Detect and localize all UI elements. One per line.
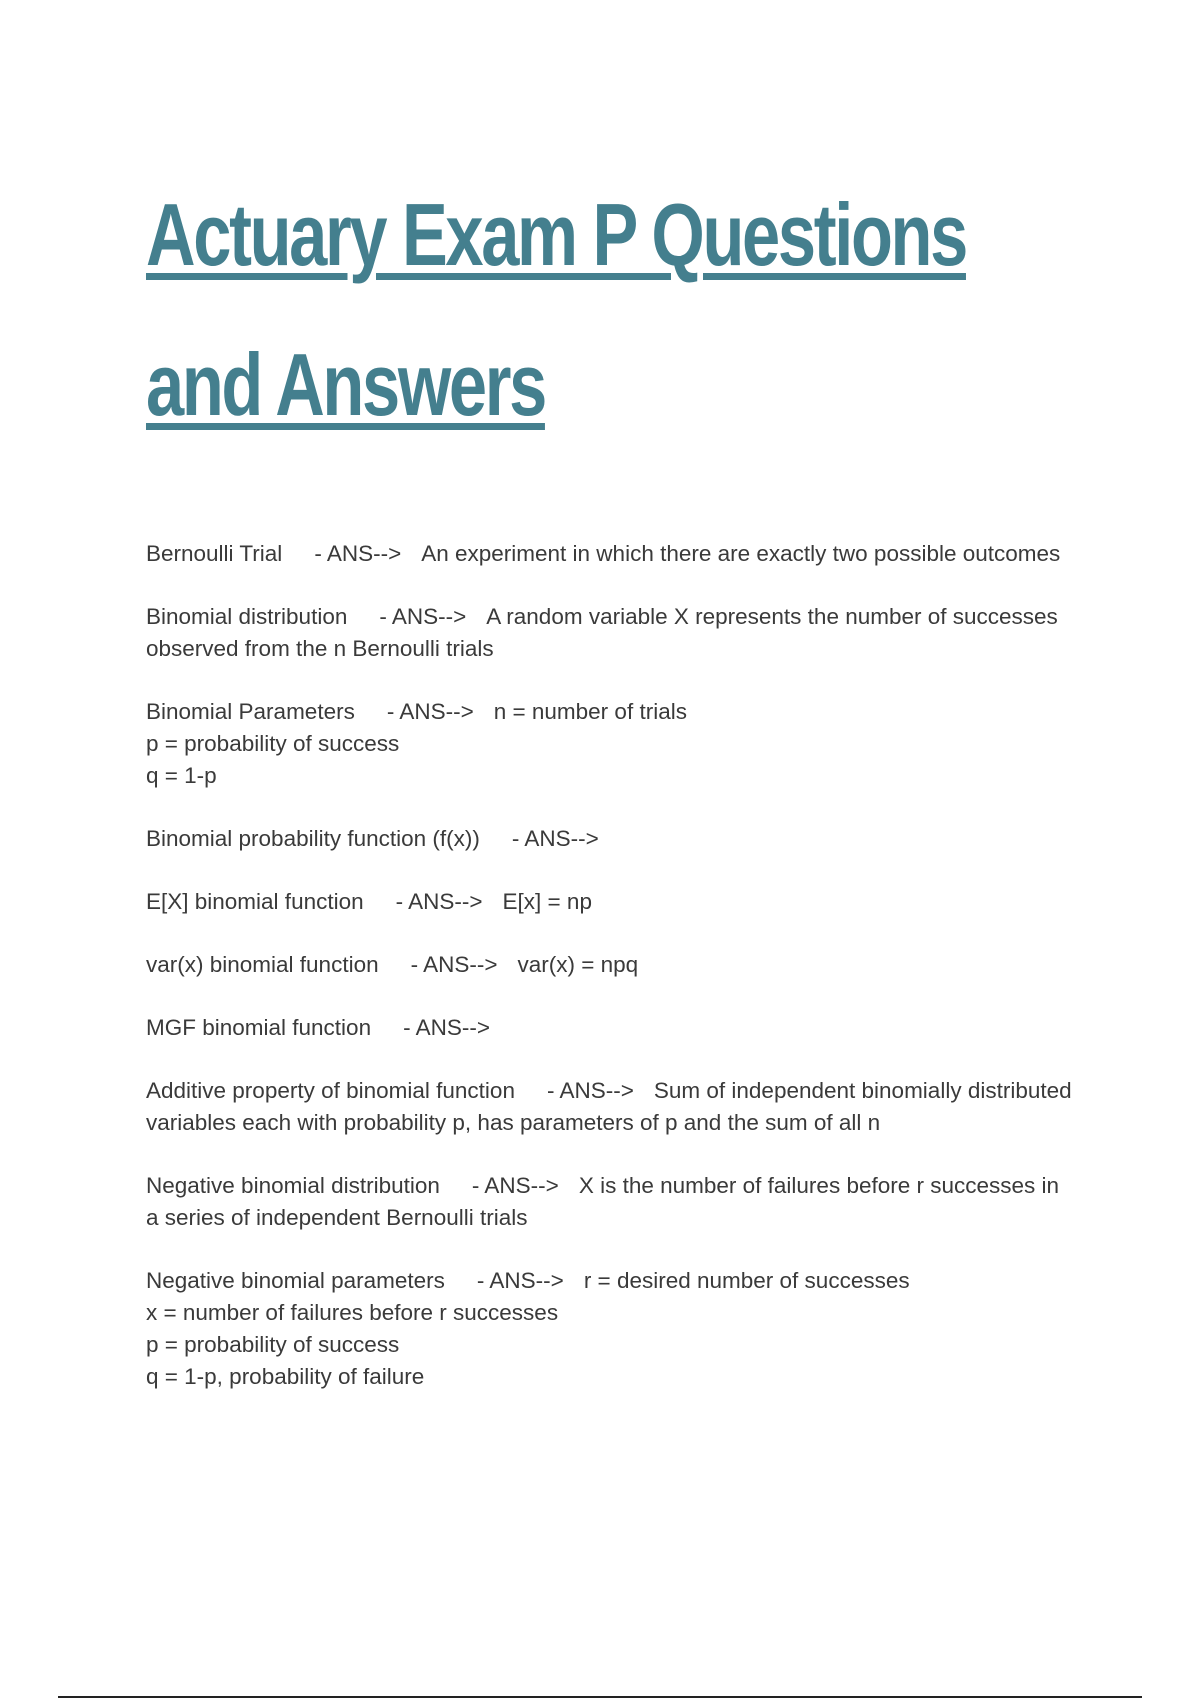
qa-separator: - ANS--> [395, 889, 483, 914]
qa-item [146, 1170, 1076, 1234]
qa-item [146, 1075, 1076, 1139]
qa-question: Additive property of binomial function [146, 1078, 515, 1103]
qa-list [146, 538, 1076, 1424]
qa-answer: n = number of trials p = probability of success q = 1-p [146, 699, 687, 788]
qa-question: Binomial Parameters [146, 699, 355, 724]
qa-answer: An experiment in which there are exactly two possible outcomes [421, 541, 1061, 566]
qa-question: Binomial distribution [146, 604, 348, 629]
qa-separator: - ANS--> [546, 1078, 634, 1103]
qa-answer: Sum of independent binomially distributed variables each with probability p, has parameters of p and the sum of all n [146, 1078, 1072, 1135]
qa-answer: E[x] = np [502, 889, 592, 914]
qa-separator: - ANS--> [471, 1173, 559, 1198]
qa-question: Negative binomial distribution [146, 1173, 440, 1198]
qa-separator: - ANS--> [386, 699, 474, 724]
qa-separator: - ANS--> [379, 604, 467, 629]
qa-answer: r = desired number of successes x = number of failures before r successes p = probability of success q = 1-p, probability of failure [146, 1268, 910, 1389]
qa-item [146, 601, 1076, 665]
qa-question: MGF binomial function [146, 1015, 372, 1040]
qa-answer: A random variable X represents the number of successes observed from the n Bernoulli trials [146, 604, 1058, 661]
qa-separator: - ANS--> [511, 826, 599, 851]
qa-question: E[X] binomial function [146, 889, 364, 914]
qa-answer: var(x) = npq [517, 952, 639, 977]
qa-item [146, 1012, 1076, 1044]
qa-separator: - ANS--> [403, 1015, 490, 1040]
qa-question: Bernoulli Trial [146, 541, 283, 566]
qa-answer: X is the number of failures before r successes in a series of independent Bernoulli trials [146, 1173, 1060, 1230]
qa-item [146, 949, 1076, 981]
title-line-2: and Answers [146, 335, 545, 434]
qa-separator: - ANS--> [410, 952, 498, 977]
document-title [146, 160, 966, 460]
title-line-1: Actuary Exam P Questions [146, 185, 966, 284]
qa-item [146, 823, 1076, 855]
qa-separator: - ANS--> [476, 1268, 564, 1293]
qa-question: var(x) binomial function [146, 952, 379, 977]
qa-item [146, 696, 1076, 792]
qa-question: Binomial probability function (f(x)) [146, 826, 480, 851]
qa-item [146, 886, 1076, 918]
qa-item [146, 1265, 1076, 1393]
page-bottom-rule [58, 1696, 1142, 1698]
qa-question: Negative binomial parameters [146, 1268, 445, 1293]
qa-item [146, 538, 1076, 570]
qa-separator: - ANS--> [314, 541, 402, 566]
